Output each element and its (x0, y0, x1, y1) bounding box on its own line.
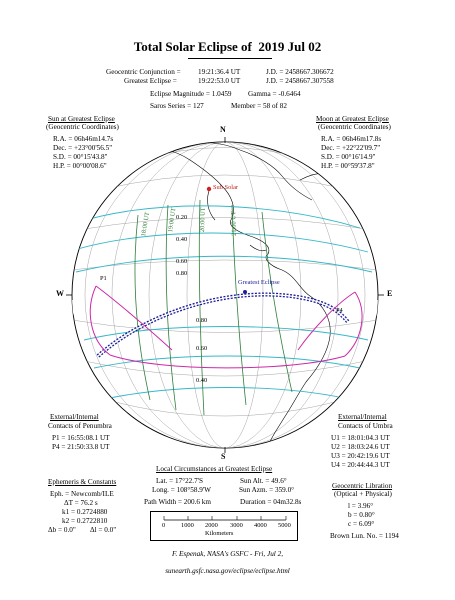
sun-sd: S.D. = 00°15'43.8" (53, 153, 108, 161)
local-heading: Local Circumstances at Greatest Eclipse (156, 465, 273, 473)
south-label: S (221, 452, 226, 461)
mag-label-1: 0.20 (176, 214, 188, 221)
local-sun-azm: Sun Azm. = 359.0° (239, 486, 295, 494)
local-duration: Duration = 04m32.8s (240, 498, 302, 506)
moon-sd: S.D. = 00°16'14.9" (321, 153, 376, 161)
local-sun-alt: Sun Alt. = 49.6° (240, 477, 287, 485)
penumbra-heading: External/Internal (50, 413, 99, 421)
p4-label: P4 (336, 307, 343, 314)
ephemeris-eph: Eph. = Newcomb/ILE (50, 490, 114, 498)
penumbra-subheading: Contacts of Penumbra (48, 422, 112, 430)
scale-tick-1000: 1000 (181, 522, 194, 529)
saros-series: Saros Series = 127 (150, 102, 204, 110)
libration-b: b = 0.80° (348, 511, 375, 519)
ephemeris-k1: k1 = 0.2724880 (62, 508, 108, 516)
penumbra-p1: P1 = 16:55:08.1 UT (52, 434, 110, 442)
west-label: W (56, 289, 64, 298)
eclipse-magnitude: Eclipse Magnitude = 1.0459 (150, 90, 232, 98)
scale-tick-4000: 4000 (254, 522, 267, 529)
umbra-u4: U4 = 20:44:44.3 UT (331, 461, 390, 469)
time-label-1: 18:00 UT (140, 211, 152, 238)
sub-solar-label: Sub Solar (213, 184, 239, 191)
sun-dec: Dec. = +23°00'56.5" (53, 144, 113, 152)
saros-member: Member = 58 of 82 (231, 102, 287, 110)
umbra-heading: External/Internal (338, 413, 387, 421)
local-long: Long. = 108°58.9'W (152, 486, 211, 494)
footer-credit: F. Espenak, NASA's GSFC - Fri, Jul 2, (171, 550, 283, 558)
scale-unit: Kilometers (205, 530, 234, 537)
conjunction-time: 19:21:36.4 UT (198, 68, 241, 76)
libration-c: c = 6.09° (348, 520, 375, 528)
umbra-u3: U3 = 20:42:19.6 UT (331, 452, 390, 460)
local-lat: Lat. = 17°22.7'S (156, 477, 203, 485)
sun-subheading: (Geocentric Coordinates) (46, 123, 119, 131)
east-label: E (387, 289, 393, 298)
north-label: N (220, 125, 226, 134)
greatest-jd: J.D. = 2458667.307558 (266, 77, 334, 85)
scale-tick-2000: 2000 (205, 522, 218, 529)
sun-heading: Sun at Greatest Eclipse (48, 115, 115, 123)
libration-subheading: (Optical + Physical) (334, 490, 392, 498)
footer-url: sunearth.gsfc.nasa.gov/eclipse/eclipse.html (165, 567, 290, 575)
time-label-3: 20:00 UT (199, 207, 207, 233)
mag-label-3: 0.60 (176, 258, 188, 265)
greatest-eclipse-point (243, 290, 247, 294)
mag-label-7: 0.40 (196, 377, 208, 384)
libration-heading: Geocentric Libration (332, 482, 393, 490)
time-label-2: 19:00 UT (167, 207, 178, 233)
local-path-width: Path Width = 200.6 km (144, 498, 211, 506)
greatest-label: Greatest Eclipse = (124, 77, 177, 85)
page-title: Total Solar Eclipse of 2019 Jul 02 (133, 39, 322, 54)
mag-label-5: 0.80 (196, 317, 208, 324)
penumbra-p4: P4 = 21:50:33.8 UT (52, 443, 110, 451)
moon-hp: H.P. = 00°59'37.8" (321, 162, 375, 170)
scale-tick-5000: 5000 (278, 522, 291, 529)
gamma: Gamma = -0.6464 (248, 90, 301, 98)
sun-ra: R.A. = 06h46m14.7s (53, 135, 114, 143)
scale-tick-3000: 3000 (230, 522, 243, 529)
mag-label-4: 0.80 (176, 270, 188, 277)
umbra-u1: U1 = 18:01:04.3 UT (331, 434, 390, 442)
conjunction-jd: J.D. = 2458667.306672 (266, 68, 334, 76)
libration-l: l = 3.96° (348, 502, 374, 510)
greatest-time: 19:22:53.0 UT (198, 77, 241, 85)
ephemeris-delta-b: Δb = 0.0" (48, 526, 76, 534)
moon-heading: Moon at Greatest Eclipse (316, 115, 389, 123)
time-label-4: 21:00 UT (230, 211, 238, 237)
umbra-u2: U2 = 18:03:24.6 UT (331, 443, 390, 451)
greatest-eclipse-label: Greatest Eclipse (238, 279, 280, 286)
ephemeris-delta-t: ΔT = 76.2 s (64, 499, 98, 507)
umbra-subheading: Contacts of Umbra (338, 422, 393, 430)
mag-label-6: 0.60 (196, 345, 208, 352)
ephemeris-heading: Ephemeris & Constants (48, 478, 117, 486)
libration-brown: Brown Lun. No. = 1194 (330, 532, 399, 540)
p1-label: P1 (100, 275, 107, 282)
mag-label-2: 0.40 (176, 236, 188, 243)
sub-solar-point (207, 187, 211, 191)
moon-subheading: (Geocentric Coordinates) (318, 123, 391, 131)
ephemeris-k2: k2 = 0.2722810 (62, 517, 108, 525)
sun-hp: H.P. = 00°00'08.6" (53, 162, 107, 170)
moon-ra: R.A. = 06h46m17.8s (321, 135, 382, 143)
ephemeris-delta-l: Δl = 0.0" (90, 526, 117, 534)
moon-dec: Dec. = +22°22'09.7" (321, 144, 381, 152)
conjunction-label: Geocentric Conjunction = (106, 68, 181, 76)
scale-tick-0: 0 (162, 522, 166, 529)
